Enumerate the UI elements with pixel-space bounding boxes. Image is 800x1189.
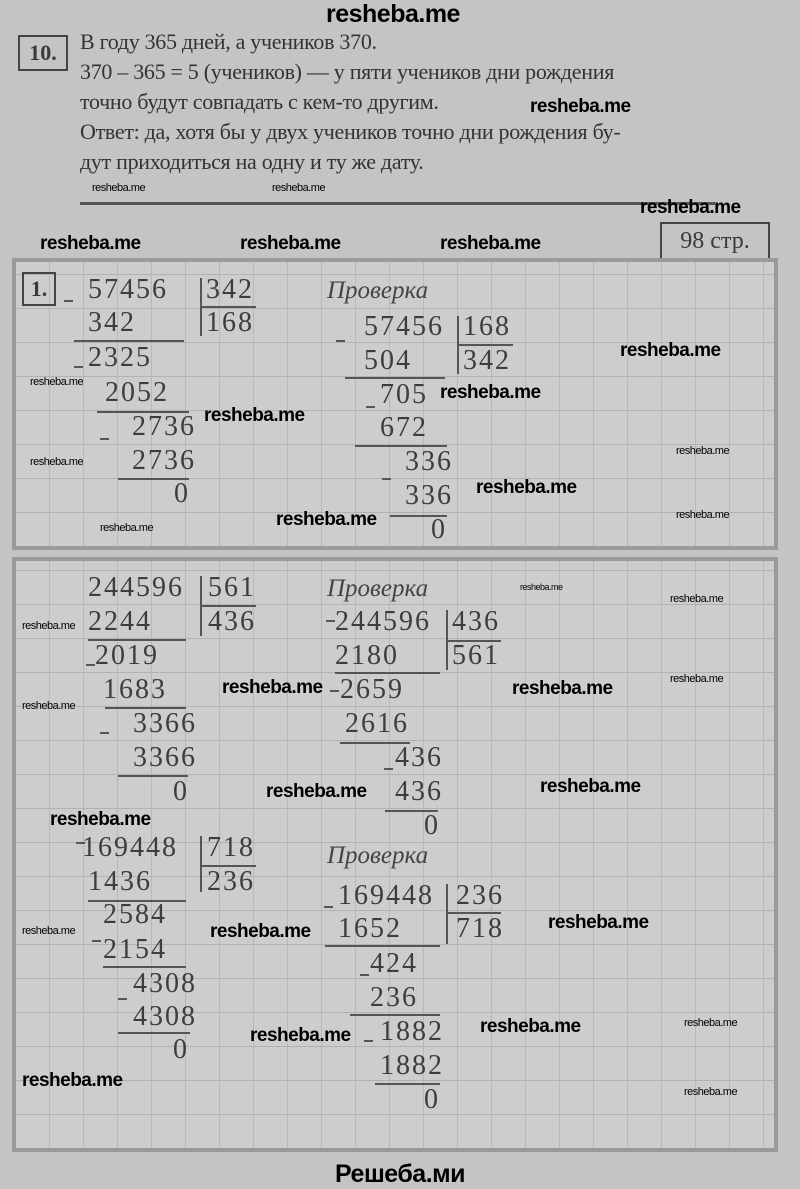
partial-product: 3366 bbox=[133, 742, 197, 773]
quotient: 168 bbox=[206, 307, 254, 338]
dividend: 244596 bbox=[88, 572, 184, 603]
watermark: resheba.me bbox=[684, 1086, 738, 1098]
remainder: 2325 bbox=[88, 342, 152, 373]
final-remainder: 0 bbox=[173, 776, 189, 807]
watermark: resheba.me bbox=[22, 1070, 123, 1091]
page-label: 98 стр. bbox=[660, 222, 770, 258]
header-watermark: resheba.me bbox=[326, 0, 460, 28]
check-remainder: 424 bbox=[370, 948, 418, 979]
minus-sign bbox=[92, 940, 101, 942]
watermark: resheba.me bbox=[684, 1017, 738, 1029]
check-divisor: 168 bbox=[463, 311, 511, 342]
check-remainder: 436 bbox=[395, 742, 443, 773]
check-product: 504 bbox=[364, 345, 412, 376]
task-1-number: 1. bbox=[22, 272, 56, 306]
watermark: resheba.me bbox=[266, 781, 367, 802]
division-bar bbox=[200, 836, 202, 892]
remainder: 2584 bbox=[103, 899, 167, 930]
watermark: resheba.me bbox=[222, 677, 323, 698]
dividend: 57456 bbox=[88, 274, 168, 305]
watermark: resheba.me bbox=[512, 678, 613, 699]
minus-sign bbox=[366, 406, 375, 408]
check-divisor: 436 bbox=[452, 606, 500, 637]
watermark: resheba.me bbox=[440, 233, 541, 254]
check-label: Проверка bbox=[327, 842, 429, 869]
watermark: resheba.me bbox=[548, 912, 649, 933]
watermark: resheba.me bbox=[50, 809, 151, 830]
check-remainder: 1882 bbox=[380, 1016, 444, 1047]
partial-product: 2736 bbox=[132, 445, 196, 476]
check-label: Проверка bbox=[327, 575, 429, 602]
divisor: 561 bbox=[208, 572, 256, 603]
minus-sign bbox=[86, 664, 95, 666]
dividend: 169448 bbox=[82, 832, 178, 863]
check-remainder: 2659 bbox=[340, 674, 404, 705]
minus-sign bbox=[324, 906, 333, 908]
watermark: resheba.me bbox=[272, 182, 326, 194]
minus-sign bbox=[118, 998, 127, 1000]
watermark: resheba.me bbox=[540, 776, 641, 797]
task-10-line: точно будут совпадать с кем-то другим. bbox=[80, 89, 439, 114]
minus-sign bbox=[100, 732, 109, 734]
watermark: resheba.me bbox=[204, 405, 305, 426]
watermark: resheba.me bbox=[22, 620, 76, 632]
watermark: resheba.me bbox=[480, 1016, 581, 1037]
watermark: resheba.me bbox=[676, 509, 730, 521]
final-remainder: 0 bbox=[173, 1034, 189, 1065]
minus-sign bbox=[360, 974, 369, 976]
watermark: resheba.me bbox=[210, 921, 311, 942]
underline bbox=[325, 945, 440, 947]
watermark: resheba.me bbox=[520, 582, 563, 592]
minus-sign bbox=[74, 366, 83, 368]
division-bar bbox=[446, 884, 448, 944]
minus-sign bbox=[382, 478, 391, 480]
partial-product: 4308 bbox=[133, 1001, 197, 1032]
watermark: resheba.me bbox=[670, 673, 724, 685]
minus-sign bbox=[330, 690, 339, 692]
remainder: 3366 bbox=[133, 708, 197, 739]
minus-sign bbox=[336, 340, 345, 342]
check-remainder: 336 bbox=[405, 446, 453, 477]
quotient: 236 bbox=[207, 866, 255, 897]
footer-brand: Решеба.ми bbox=[334, 1160, 466, 1188]
check-final-remainder: 0 bbox=[424, 810, 440, 841]
final-remainder: 0 bbox=[174, 478, 190, 509]
watermark: resheba.me bbox=[476, 477, 577, 498]
check-product: 2180 bbox=[335, 640, 399, 671]
check-remainder: 705 bbox=[380, 379, 428, 410]
watermark: resheba.me bbox=[92, 182, 146, 194]
watermark: resheba.me bbox=[276, 509, 377, 530]
task-10-line: 370 – 365 = 5 (учеников) — у пяти учеников дни рождения bbox=[80, 59, 615, 84]
check-dividend: 169448 bbox=[338, 880, 434, 911]
watermark: resheba.me bbox=[676, 445, 730, 457]
minus-sign bbox=[364, 1040, 373, 1042]
check-product: 236 bbox=[370, 982, 418, 1013]
task-10-line: В году 365 дней, а учеников 370. bbox=[80, 29, 377, 54]
partial-product: 2154 bbox=[103, 934, 167, 965]
minus-sign bbox=[384, 768, 393, 770]
check-divisor: 236 bbox=[456, 880, 504, 911]
check-product: 1652 bbox=[338, 913, 402, 944]
remainder: 4308 bbox=[133, 968, 197, 999]
task-10-line: Ответ: да, хотя бы у двух учеников точно дни рождения бу- bbox=[80, 119, 621, 144]
remainder: 2019 bbox=[95, 640, 159, 671]
watermark: resheba.me bbox=[30, 376, 84, 388]
quotient: 436 bbox=[208, 606, 256, 637]
remainder: 2736 bbox=[132, 411, 196, 442]
watermark: resheba.me bbox=[670, 593, 724, 605]
watermark: resheba.me bbox=[440, 382, 541, 403]
partial-product: 1683 bbox=[103, 674, 167, 705]
check-product: 672 bbox=[380, 412, 428, 443]
minus-sign bbox=[64, 300, 73, 302]
check-product: 2616 bbox=[345, 708, 409, 739]
partial-product: 342 bbox=[88, 307, 136, 338]
section-divider bbox=[80, 202, 715, 205]
watermark: resheba.me bbox=[240, 233, 341, 254]
check-product: 1882 bbox=[380, 1050, 444, 1081]
divisor: 342 bbox=[206, 274, 254, 305]
watermark: resheba.me bbox=[100, 522, 154, 534]
watermark: resheba.me bbox=[22, 700, 76, 712]
check-quotient: 561 bbox=[452, 640, 500, 671]
partial-product: 2244 bbox=[88, 606, 152, 637]
watermark: resheba.me bbox=[640, 197, 741, 218]
check-final-remainder: 0 bbox=[424, 1084, 440, 1115]
check-final-remainder: 0 bbox=[431, 514, 447, 545]
partial-product: 2052 bbox=[105, 377, 169, 408]
check-dividend: 244596 bbox=[335, 606, 431, 637]
watermark: resheba.me bbox=[250, 1025, 351, 1046]
check-dividend: 57456 bbox=[364, 311, 444, 342]
watermark: resheba.me bbox=[22, 925, 76, 937]
partial-product: 1436 bbox=[88, 866, 152, 897]
check-quotient: 342 bbox=[463, 345, 511, 376]
watermark: resheba.me bbox=[620, 340, 721, 361]
task-10-line: дут приходиться на одну и ту же дату. bbox=[80, 149, 424, 174]
minus-sign bbox=[326, 620, 335, 622]
divisor: 718 bbox=[207, 832, 255, 863]
check-label: Проверка bbox=[327, 277, 429, 304]
minus-sign bbox=[100, 438, 109, 440]
task-10-number: 10. bbox=[18, 35, 68, 71]
watermark: resheba.me bbox=[530, 96, 631, 117]
check-quotient: 718 bbox=[456, 913, 504, 944]
check-product: 336 bbox=[405, 480, 453, 511]
check-product: 436 bbox=[395, 776, 443, 807]
watermark: resheba.me bbox=[40, 233, 141, 254]
watermark: resheba.me bbox=[30, 456, 84, 468]
